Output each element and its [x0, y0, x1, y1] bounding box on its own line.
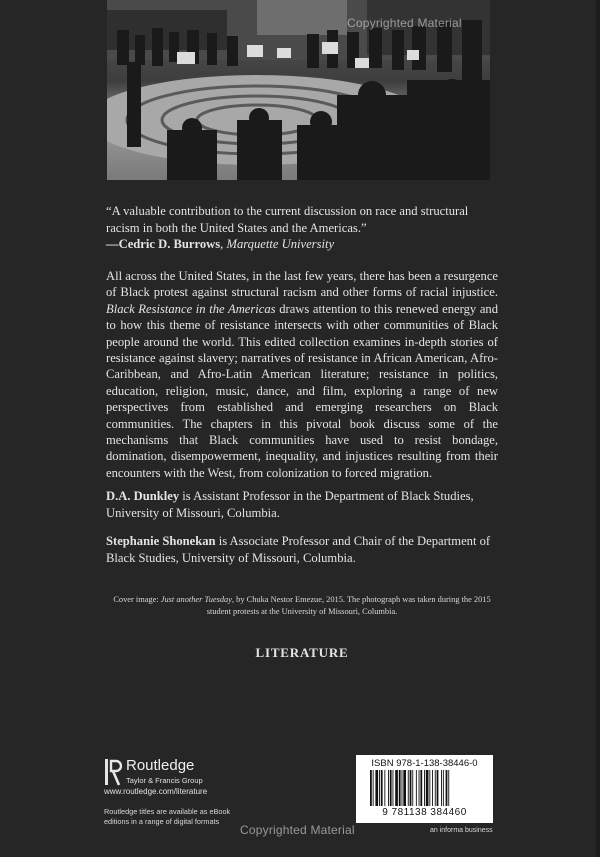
- barcode-bars: [368, 770, 481, 806]
- cover-photo: [107, 0, 490, 180]
- author-name: D.A. Dunkley: [106, 489, 180, 503]
- informa-tagline: an informa business: [430, 827, 493, 834]
- publisher-subtitle: Taylor & Francis Group: [126, 776, 203, 785]
- routledge-logo-icon: [104, 757, 122, 787]
- author-bio-text: is Associate Professor and Chair of the Department of Black Studies, University of Missouri, Columbia.: [106, 534, 491, 565]
- publisher-name: Routledge: [126, 757, 195, 774]
- subject-category: LITERATURE: [255, 645, 349, 660]
- isbn-text: ISBN 978-1-138-38446-0: [371, 758, 478, 769]
- description-part-1: All across the United States, in the last few years, there has been a resurgence of Black protest against structural racism and other forms of racial injustice.: [106, 269, 498, 300]
- credit-prefix: Cover image:: [113, 595, 161, 604]
- author-name: Stephanie Shonekan: [106, 534, 216, 548]
- publisher-website: www.routledge.com/literature: [104, 787, 208, 796]
- book-description: [106, 268, 498, 481]
- endorsement-quote: [106, 203, 498, 253]
- credit-title: Just another Tuesday: [160, 595, 232, 604]
- author-bio: [106, 533, 498, 566]
- quote-text: “A valuable contribution to the current discussion on race and structural racism in both the United States and the Americas.”: [106, 204, 469, 235]
- description-book-title: Black Resistance in the Americas: [106, 301, 276, 316]
- cover-image-credit: [106, 594, 498, 617]
- barcode-digits: 9 781138 384460: [382, 807, 467, 818]
- ebook-note: Routledge titles are available as eBook editions in a range of digital formats: [104, 807, 231, 826]
- publisher-logo: [104, 757, 264, 791]
- bottom-watermark: Copyrighted Material: [240, 823, 355, 837]
- quote-separator: ,: [220, 237, 227, 251]
- author-bio: [106, 488, 498, 521]
- description-part-2: draws attention to this renewed energy and to how this theme of resistance intersects with other communities of Black people around the world. This edited collection examines in-depth stories of resistance against slavery; narratives of resistance in African American, Afro-Caribbean, and Afro-Latin American literature; resistance in politics, education, religion, music, dance, and film, exploring a range of new perspectives from established and emerging researchers on Black communities. The chapters in this pivotal book discuss some of the mechanisms that Black communities have used to resist bondage, domination, disempowerment, inequality, and injustices resulting from their encounters with the West, from colonization to forced migration.: [106, 301, 499, 480]
- credit-rest: , by Chuka Nestor Emezue, 2015. The photograph was taken during the 2015 student protests at the University of Missouri, Columbia.: [206, 595, 491, 616]
- isbn-barcode: [356, 755, 493, 823]
- quote-attribution-name: —Cedric D. Burrows: [106, 237, 221, 251]
- author-bio-text: is Assistant Professor in the Department of Black Studies, University of Missouri, Columbia.: [106, 489, 474, 520]
- quote-attribution-institution: Marquette University: [226, 237, 335, 251]
- photo-watermark: Copyrighted Material: [347, 16, 462, 30]
- cover-edge: [596, 0, 600, 857]
